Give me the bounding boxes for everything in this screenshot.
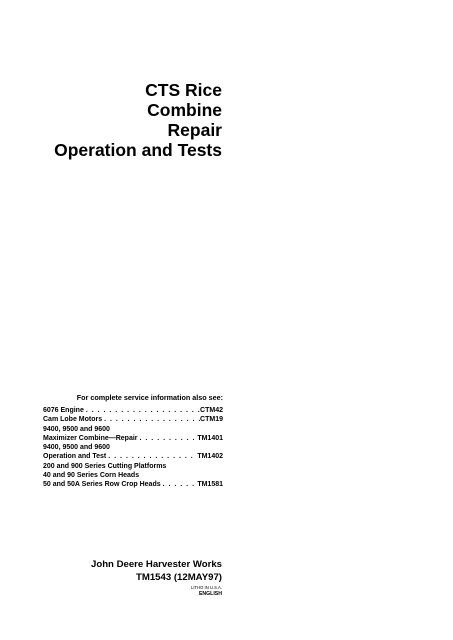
related-manuals-heading: For complete service information also see: bbox=[76, 393, 223, 402]
title-line-4: Operation and Tests bbox=[54, 140, 222, 160]
publication-footer bbox=[91, 559, 222, 598]
related-manual-title: 40 and 90 Series Corn Heads bbox=[43, 471, 140, 479]
related-manual-row-row-crop-heads bbox=[43, 480, 223, 489]
litho-notice: LITHO IN U.S.A. bbox=[191, 585, 222, 590]
related-manual-row-maximizer-repair bbox=[43, 434, 223, 443]
related-manual-title: Operation and Test bbox=[43, 453, 107, 461]
related-manual-code: CTM19 bbox=[200, 416, 223, 424]
dot-leader bbox=[138, 434, 198, 443]
document-number: TM1543 (12MAY97) bbox=[135, 572, 222, 583]
title-line-1: CTS Rice bbox=[145, 80, 222, 100]
related-manuals-section bbox=[43, 393, 223, 489]
related-manual-row-6076-engine bbox=[43, 406, 223, 415]
related-manual-title: Maximizer Combine—Repair bbox=[43, 434, 138, 442]
related-manual-title: 9400, 9500 and 9600 bbox=[43, 444, 110, 451]
related-manual-row-operation-and-test bbox=[43, 452, 223, 461]
related-manual-title: 50 and 50A Series Row Crop Heads bbox=[43, 481, 161, 488]
related-manual-code: TM1581 bbox=[197, 481, 223, 488]
related-manual-title: 9400, 9500 and 9600 bbox=[43, 425, 110, 433]
related-manual-code: CTM42 bbox=[200, 407, 223, 414]
related-manual-title: 200 and 900 Series Cutting Platforms bbox=[43, 462, 167, 470]
related-manual-row-cutting-platforms bbox=[43, 462, 223, 471]
related-manual-row-models-a bbox=[43, 425, 223, 434]
title-line-3: Repair bbox=[167, 120, 222, 140]
related-manual-row-cam-lobe-motors bbox=[43, 415, 223, 424]
title-line-2: Combine bbox=[147, 100, 222, 120]
related-manual-title: Cam Lobe Motors bbox=[43, 416, 103, 424]
related-manual-code: TM1401 bbox=[197, 434, 223, 442]
dot-leader bbox=[106, 452, 197, 461]
dot-leader bbox=[84, 406, 200, 415]
publisher-name: John Deere Harvester Works bbox=[91, 559, 222, 570]
dot-leader bbox=[161, 480, 198, 489]
language-label: ENGLISH bbox=[198, 591, 222, 597]
related-manuals-list bbox=[43, 406, 223, 489]
related-manual-code: TM1402 bbox=[197, 453, 223, 461]
related-manual-row-models-b bbox=[43, 443, 223, 452]
dot-leader bbox=[102, 415, 200, 424]
related-manual-title: 6076 Engine bbox=[43, 407, 84, 414]
manual-title bbox=[54, 80, 222, 160]
related-manual-row-corn-heads bbox=[43, 471, 223, 480]
